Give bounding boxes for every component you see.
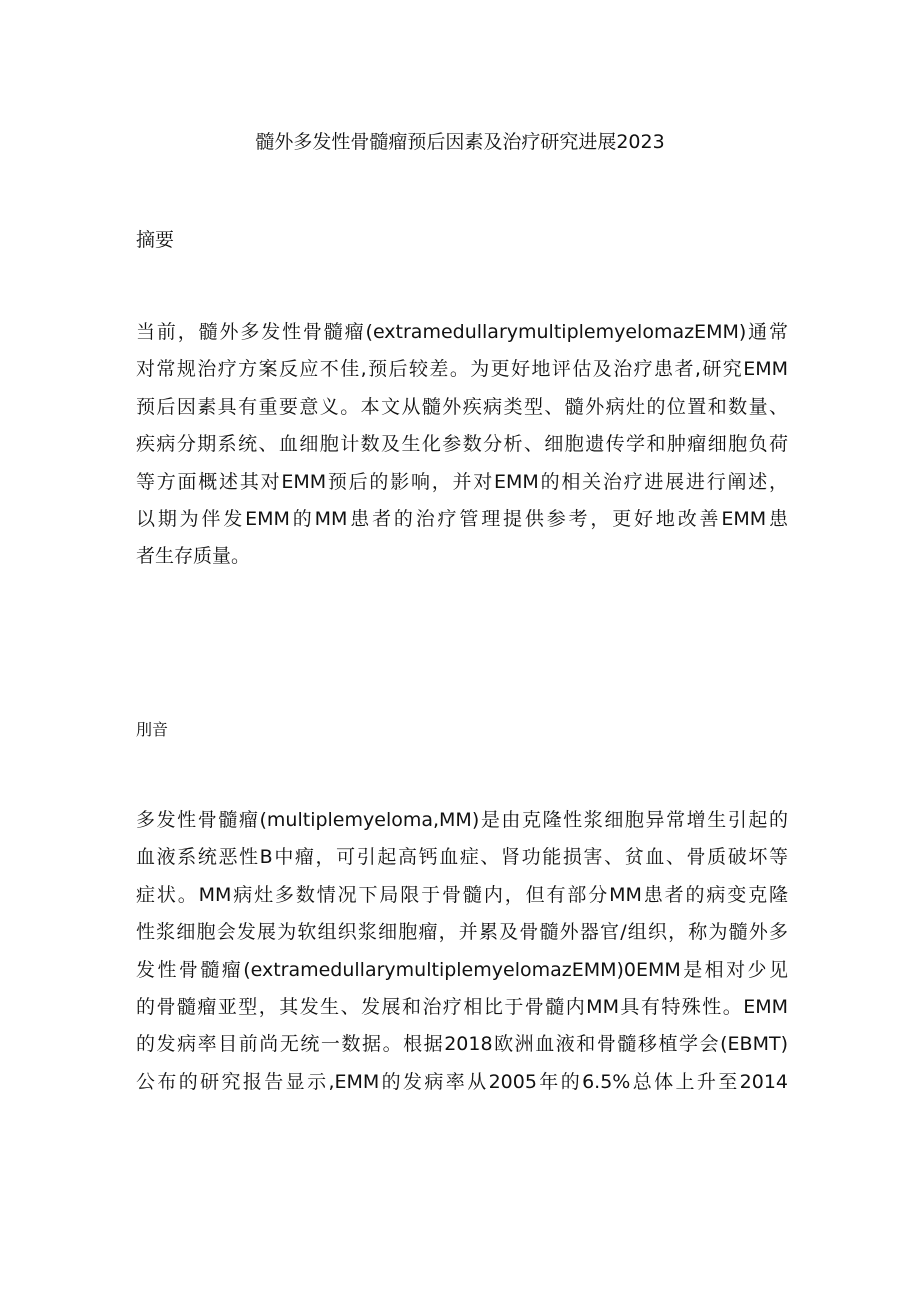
abstract-line: 当前，髓外多发性骨髓瘤(extramedullarymultiplemyelomazEMM)通常: [136, 321, 788, 343]
intro-heading: 刖音: [136, 720, 169, 739]
abstract-heading: 摘要: [136, 229, 175, 251]
abstract-line: 对常规治疗方案反应不佳,预后较差。为更好地评估及治疗患者,研究EMM: [136, 358, 788, 381]
intro-line: 的发病率目前尚无统一数据。根据2018欧洲血液和骨髓移植学会(EBMT): [136, 1033, 788, 1056]
intro-line: 症状。MM病灶多数情况下局限于骨髓内，但有部分MM患者的病变克隆: [136, 883, 788, 906]
abstract-line: 疾病分期系统、血细胞计数及生化参数分析、细胞遗传学和肿瘤细胞负荷: [136, 433, 788, 456]
intro-paragraph: [136, 802, 788, 1101]
abstract-line: 预后因素具有重要意义。本文从髓外疾病类型、髓外病灶的位置和数量、: [136, 395, 788, 418]
abstract-line: 者生存质量。: [136, 545, 251, 568]
intro-line: 公布的研究报告显示,EMM的发病率从2005年的6.5%总体上升至2014: [136, 1070, 788, 1093]
intro-line: 的骨髓瘤亚型，其发生、发展和治疗相比于骨髓内MM具有特殊性。EMM: [136, 995, 788, 1018]
document-title: 髓外多发性骨髓瘤预后因素及治疗研究进展2023: [255, 131, 665, 153]
intro-line: 多发性骨髓瘤(multiplemyeloma,MM)是由克隆性浆细胞异常增生引起的: [136, 809, 788, 831]
abstract-paragraph: [136, 314, 788, 576]
abstract-line: 以期为伴发EMM的MM患者的治疗管理提供参考，更好地改善EMM患: [136, 507, 788, 530]
intro-line: 性浆细胞会发展为软组织浆细胞瘤，并累及骨髓外器官/组织，称为髓外多: [136, 921, 788, 944]
intro-line: 血液系统恶性B中瘤，可引起高钙血症、肾功能损害、贫血、骨质破坏等: [136, 846, 788, 869]
intro-line: 发性骨髓瘤(extramedullarymultiplemyelomazEMM)0EMM是相对少见: [136, 958, 788, 981]
abstract-line: 等方面概述其对EMM预后的影响，并对EMM的相关治疗进展进行阐述，: [136, 470, 788, 493]
